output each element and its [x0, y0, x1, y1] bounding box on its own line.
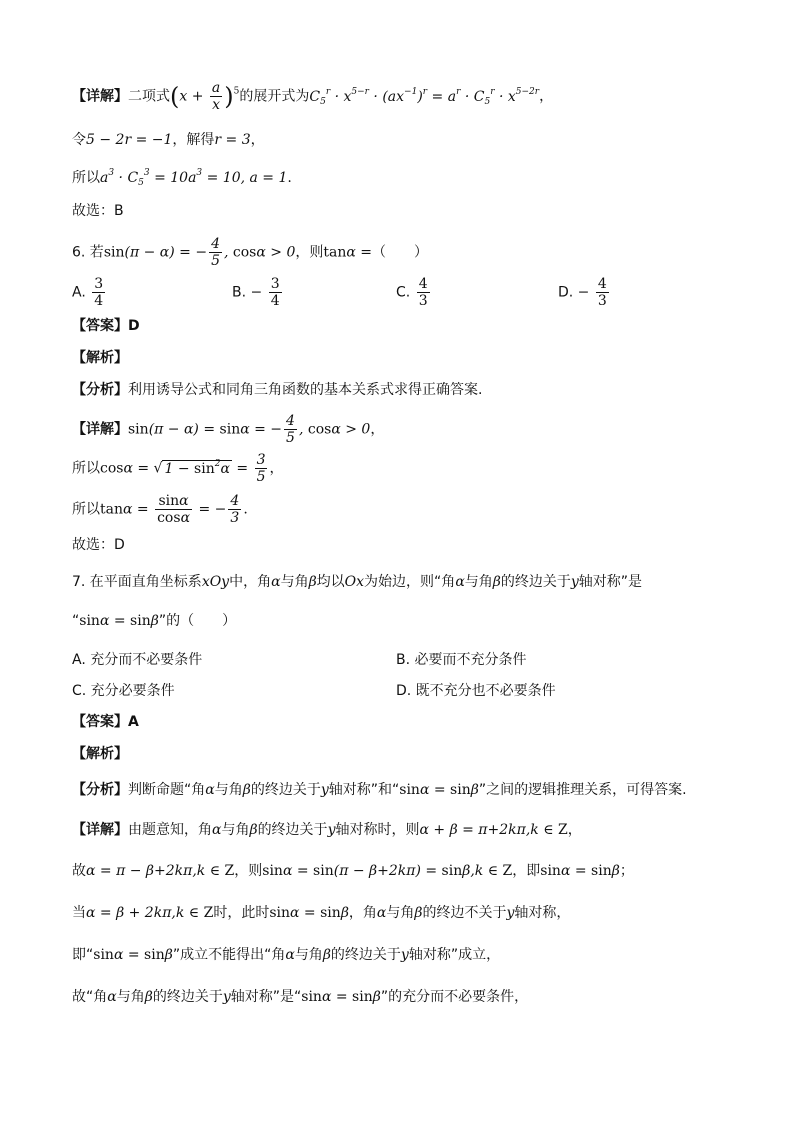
q7-detail-3: 当α = β + 2kπ,k ∈ Z时，此时sinα = sinβ，角α与角β的终边不关于y轴对称， — [72, 905, 571, 921]
detail-tag: 【详解】 — [72, 88, 128, 105]
q7-detail-5: 故“角α与角β的终边关于y轴对称”是“sinα = sinβ”的充分而不必要条件， — [72, 989, 529, 1005]
q6-choice: 故选：D — [72, 537, 125, 553]
q6-detail-1: 【详解】sin(π − α) = sinα = − $\frac{4}{5}$ , cosα > 0， — [72, 413, 385, 446]
answer-choice-line: 故选：B — [72, 203, 124, 219]
q7-option-a: A. 充分而不必要条件 — [72, 652, 203, 668]
q7-option-b: B. 必要而不充分条件 — [396, 652, 527, 668]
question-7-line-2: “sinα = sinβ”的（ ） — [72, 613, 237, 629]
q7-detail-4: 即“sinα = sinβ”成立不能得出“角α与角β的终边关于y轴对称”成立， — [72, 947, 501, 963]
q6-option-b: B. − $\frac{3}{4}$ — [232, 276, 280, 309]
fraction: $\frac{a}{x}$ — [211, 80, 221, 113]
q7-detail-1: 【详解】由题意知，角α与角β的终边关于y轴对称时，则α + β = π+2kπ,k ∈ Z， — [72, 822, 582, 838]
result-line: 所以$a^3 \cdot C_5^3 = 10a^3 = 10$, a = 1. — [72, 168, 292, 188]
q6-option-d: D. − $\frac{4}{3}$ — [558, 276, 607, 309]
q7-detail-2: 故α = π − β+2kπ,k ∈ Z，则sinα = sin(π − β+2kπ) = sinβ,k ∈ Z，即sinα = sinβ； — [72, 863, 634, 879]
detail-line-binomial: 【详解】二项式(x + $\frac{a}{x}$ )$^5$的展开式为$C_5^r \cdot x^{5-r} \cdot (ax^{-1})^r = a^r \cdot C_5^r \cdot x^{5-2r}$， — [72, 80, 554, 113]
q7-answer: 【答案】A — [72, 714, 139, 730]
q6-detail-2: 所以cosα = √ $1 - \sin^2\alpha$ = $\frac{3}{5}$ ， — [72, 452, 284, 485]
q6-analysis-heading: 【解析】 — [72, 350, 128, 366]
q6-option-c: C. $\frac{4}{3}$ — [396, 276, 428, 309]
question-6: 6. 若sin(π − α) = − $\frac{4}{5}$ , cosα > 0，则tanα =（ ） — [72, 236, 429, 269]
solve-line: 令5 − 2r = −1，解得r = 3， — [72, 132, 265, 148]
q7-analysis: 【分析】判断命题“角α与角β的终边关于y轴对称”和“sinα = sinβ”之间的逻辑推理关系，可得答案. — [72, 782, 687, 798]
q6-option-a: A. $\frac{3}{4}$ — [72, 276, 104, 309]
q7-option-d: D. 既不充分也不必要条件 — [396, 683, 556, 699]
q7-option-c: C. 充分必要条件 — [72, 683, 175, 699]
q6-analysis: 【分析】利用诱导公式和同角三角函数的基本关系式求得正确答案. — [72, 382, 483, 398]
question-7-line-1: 7. 在平面直角坐标系xOy中，角α与角β均以Ox为始边，则“角α与角β的终边关于y轴对称”是 — [72, 574, 643, 590]
q6-detail-3: 所以tanα = $\frac{\sin\alpha}{\cos\alpha}$ = − $\frac{4}{3}$ . — [72, 493, 248, 526]
q6-answer: 【答案】D — [72, 318, 140, 334]
q7-analysis-heading: 【解析】 — [72, 746, 128, 762]
